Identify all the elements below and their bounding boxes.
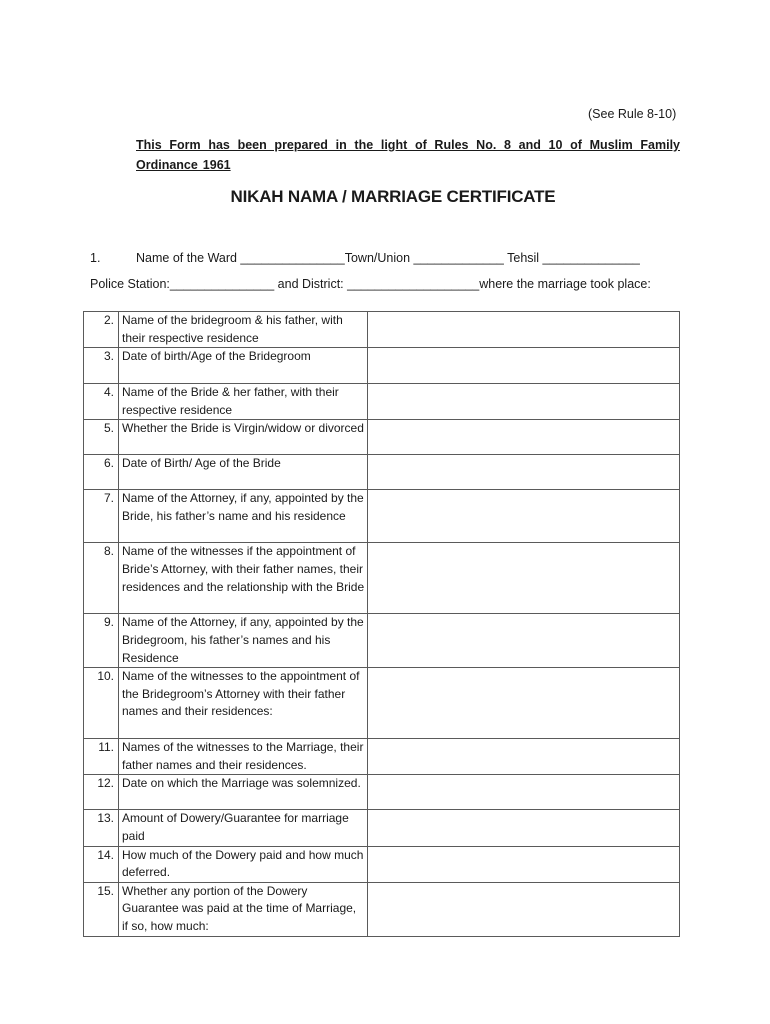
table-row	[84, 614, 680, 668]
row-label: Name of the witnesses to the appointment of the Bridegroom’s Attorney with their father names and their residences:	[119, 668, 368, 739]
row-label: Name of the Bride & her father, with their respective residence	[119, 384, 368, 420]
row-value-field[interactable]	[368, 420, 680, 455]
row-label: Name of the witnesses if the appointment of Bride’s Attorney, with their father names, their residences and the relationship with the Bride	[119, 543, 368, 614]
row-number: 12.	[84, 775, 119, 810]
row-label: Date of birth/Age of the Bridegroom	[119, 348, 368, 384]
location-line-police-district: Police Station:_______________ and District: ___________________where the marriage took place:	[90, 277, 651, 291]
row-number: 10.	[84, 668, 119, 739]
rule-reference: (See Rule 8-10)	[588, 107, 677, 121]
item-number: 1.	[90, 251, 101, 265]
row-value-field[interactable]	[368, 384, 680, 420]
table-row	[84, 668, 680, 739]
row-label: Date of Birth/ Age of the Bride	[119, 455, 368, 490]
row-value-field[interactable]	[368, 312, 680, 348]
row-value-field[interactable]	[368, 490, 680, 543]
ward-town-tehsil-text: Name of the Ward _______________Town/Union _____________ Tehsil ______________	[136, 251, 640, 265]
row-label: Names of the witnesses to the Marriage, their father names and their residences.	[119, 739, 368, 775]
row-number: 4.	[84, 384, 119, 420]
table-row	[84, 420, 680, 455]
table-row	[84, 384, 680, 420]
row-label: Amount of Dowery/Guarantee for marriage paid	[119, 810, 368, 846]
table-row	[84, 455, 680, 490]
row-value-field[interactable]	[368, 348, 680, 384]
certificate-table	[83, 311, 680, 937]
row-number: 15.	[84, 882, 119, 936]
row-label: Name of the bridegroom & his father, with their respective residence	[119, 312, 368, 348]
row-number: 3.	[84, 348, 119, 384]
table-row	[84, 846, 680, 882]
document-title	[0, 187, 770, 207]
row-label: How much of the Dowery paid and how much deferred.	[119, 846, 368, 882]
table-row	[84, 810, 680, 846]
row-value-field[interactable]	[368, 882, 680, 936]
row-value-field[interactable]	[368, 810, 680, 846]
row-number: 11.	[84, 739, 119, 775]
row-value-field[interactable]	[368, 846, 680, 882]
row-value-field[interactable]	[368, 614, 680, 668]
row-label: Whether any portion of the Dowery Guarantee was paid at the time of Marriage, if so, how much:	[119, 882, 368, 936]
row-number: 8.	[84, 543, 119, 614]
row-label: Whether the Bride is Virgin/widow or divorced	[119, 420, 368, 455]
row-number: 2.	[84, 312, 119, 348]
table-row	[84, 490, 680, 543]
row-number: 13.	[84, 810, 119, 846]
table-row	[84, 348, 680, 384]
row-value-field[interactable]	[368, 543, 680, 614]
row-label: Date on which the Marriage was solemnized.	[119, 775, 368, 810]
row-number: 9.	[84, 614, 119, 668]
table-row	[84, 739, 680, 775]
table-row	[84, 882, 680, 936]
document-title-text: NIKAH NAMA / MARRIAGE CERTIFICATE	[230, 187, 556, 206]
table-row	[84, 543, 680, 614]
row-value-field[interactable]	[368, 668, 680, 739]
row-value-field[interactable]	[368, 775, 680, 810]
row-label: Name of the Attorney, if any, appointed by the Bride, his father’s name and his residence	[119, 490, 368, 543]
row-value-field[interactable]	[368, 455, 680, 490]
row-number: 14.	[84, 846, 119, 882]
row-number: 7.	[84, 490, 119, 543]
row-label: Name of the Attorney, if any, appointed by the Bridegroom, his father’s names and his Residence	[119, 614, 368, 668]
row-number: 5.	[84, 420, 119, 455]
table-row	[84, 775, 680, 810]
row-number: 6.	[84, 455, 119, 490]
row-value-field[interactable]	[368, 739, 680, 775]
intro-statement: This Form has been prepared in the light of Rules No. 8 and 10 of Muslim Family Ordinance 1961	[136, 138, 680, 172]
table-row	[84, 312, 680, 348]
